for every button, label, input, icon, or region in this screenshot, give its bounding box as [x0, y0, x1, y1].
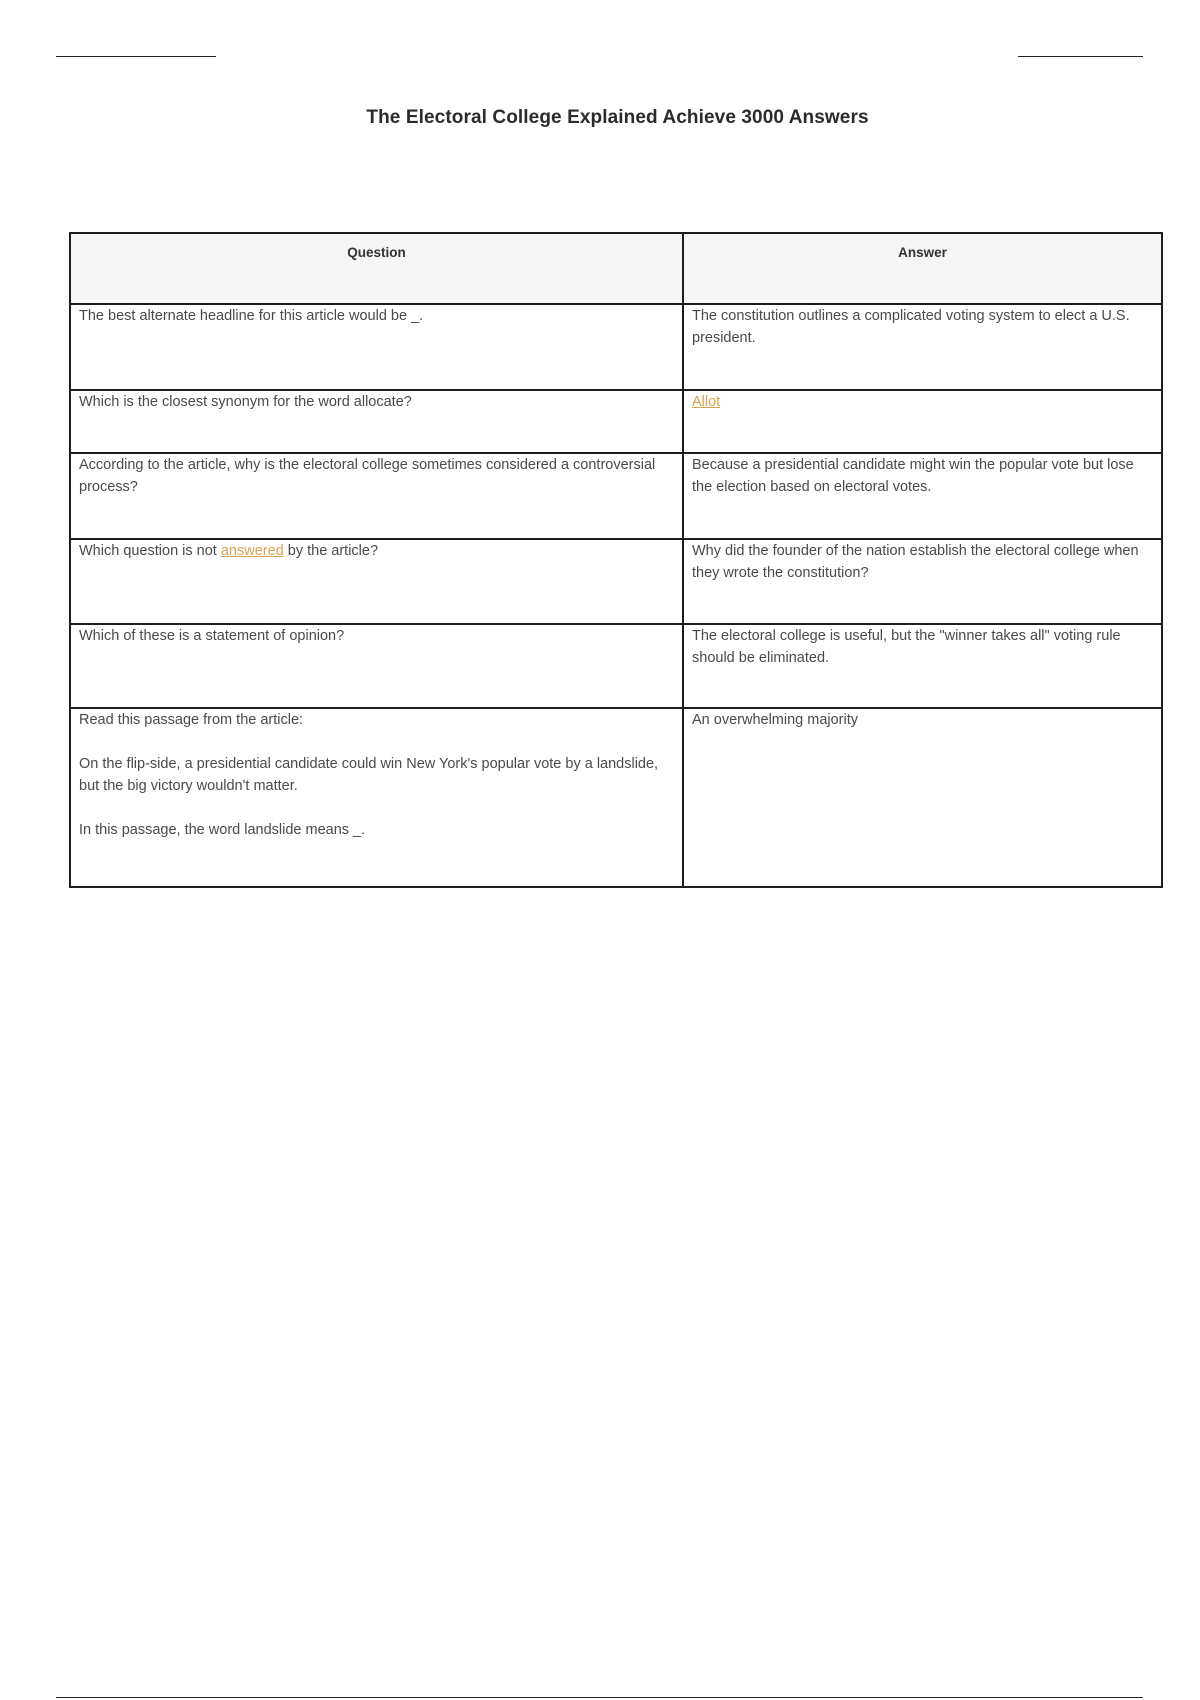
- table-row: [70, 304, 1162, 390]
- top-right-rule: [1018, 56, 1143, 57]
- question-cell: [70, 708, 683, 887]
- answer-cell: [683, 390, 1162, 453]
- answer-cell: The constitution outlines a complicated voting system to elect a U.S. president.: [683, 304, 1162, 390]
- question-text-start: Which question is not: [79, 543, 221, 559]
- question-cell: Which is the closest synonym for the word allocate?: [70, 390, 683, 453]
- passage-question: In this passage, the word landslide means _.: [79, 822, 366, 838]
- answer-cell: Because a presidential candidate might win the popular vote but lose the election based on electoral votes.: [683, 453, 1162, 539]
- question-text-end: by the article?: [283, 543, 379, 559]
- page-title: The Electoral College Explained Achieve 3000 Answers: [366, 106, 869, 128]
- question-column-header: Question: [70, 233, 683, 304]
- qa-table: [69, 232, 1163, 888]
- table-row: [70, 390, 1162, 453]
- question-link[interactable]: answered: [220, 543, 284, 559]
- passage-intro: Read this passage from the article:: [79, 712, 304, 728]
- question-cell: Which of these is a statement of opinion?: [70, 624, 683, 708]
- question-cell: [70, 539, 683, 624]
- table-row: [70, 453, 1162, 539]
- table-row: [70, 539, 1162, 624]
- table-header-row: [70, 233, 1162, 304]
- top-left-rule: [56, 56, 216, 57]
- table-row: [70, 624, 1162, 708]
- answer-column-header: Answer: [683, 233, 1162, 304]
- answer-cell: Why did the founder of the nation establish the electoral college when they wrote the constitution?: [683, 539, 1162, 624]
- question-cell: The best alternate headline for this article would be _.: [70, 304, 683, 390]
- table-row: [70, 708, 1162, 887]
- bottom-rule: [56, 1697, 1143, 1698]
- answer-cell: An overwhelming majority: [683, 708, 1162, 887]
- answer-link[interactable]: Allot: [692, 394, 721, 410]
- answer-cell: The electoral college is useful, but the "winner takes all" voting rule should be eliminated.: [683, 624, 1162, 708]
- passage-quote: On the flip-side, a presidential candidate could win New York's popular vote by a landslide, but the big victory wouldn't matter.: [79, 756, 659, 794]
- question-cell: According to the article, why is the electoral college sometimes considered a controversial process?: [70, 453, 683, 539]
